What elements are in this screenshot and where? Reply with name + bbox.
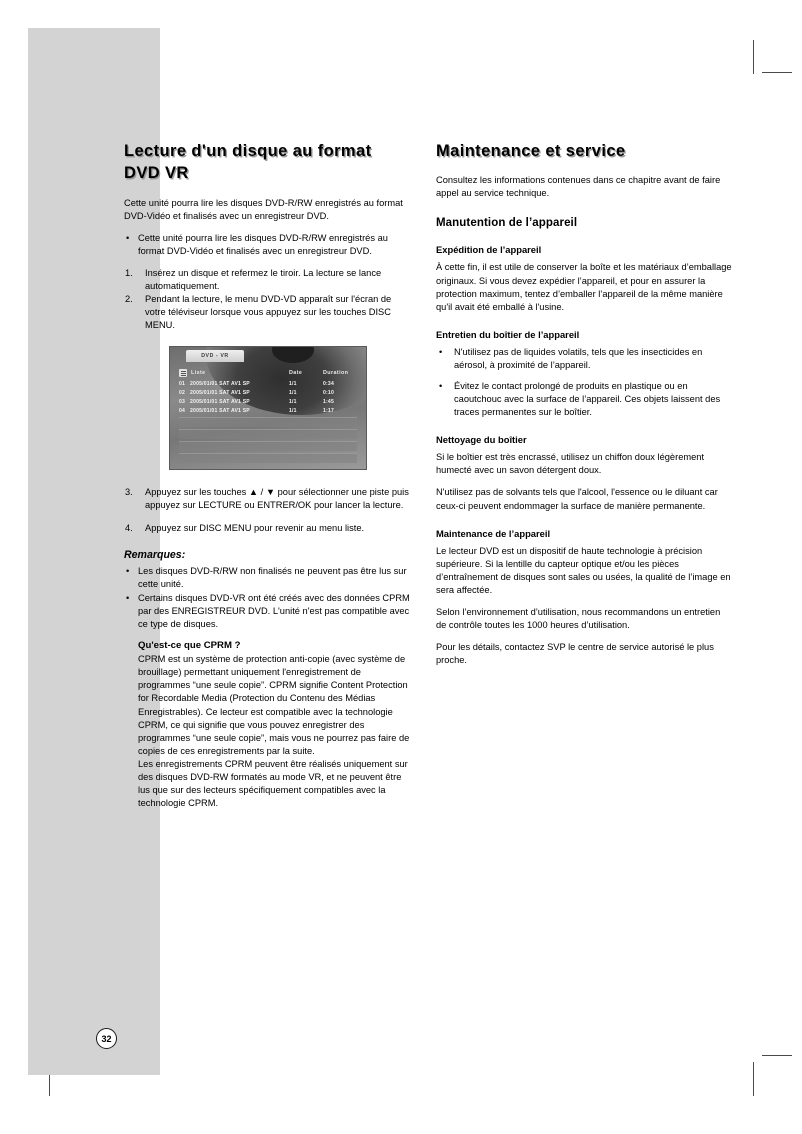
maintenance-section-title: Maintenance et service — [436, 142, 626, 160]
row-duration: 0:34 — [323, 380, 334, 387]
steps-list-after-image — [124, 486, 412, 534]
column-header-duration: Duration — [323, 370, 349, 377]
row-date: 1/1 — [289, 398, 297, 405]
list-item — [124, 293, 412, 332]
gray-bleed-band-top — [28, 28, 146, 128]
table-row-empty — [179, 441, 357, 451]
list-item: • Certains disques DVD-VR ont été créés avec des données CPRM par des ENREGISTREUR DVD. L'unité n'est pas compatible avec ce type de disques. — [124, 592, 412, 631]
list-item: • Les disques DVD-R/RW non finalisés ne peuvent pas être lus sur cette unité. — [124, 565, 412, 591]
table-row-empty — [179, 429, 357, 439]
table-row — [179, 397, 357, 406]
maintenance-heading: Maintenance de l’appareil — [436, 527, 551, 539]
table-row-empty — [179, 453, 357, 463]
row-number: 04 — [179, 407, 186, 414]
row-duration: 0:10 — [323, 389, 334, 396]
crop-mark-bottom-right-horizontal — [762, 1055, 792, 1056]
list-item: • Cette unité pourra lire les disques DVD-R/RW enregistrés au format DVD-Vidéo et finalisés avec un enregistreur DVD. — [124, 232, 412, 258]
crop-mark-top-right-horizontal — [762, 72, 792, 73]
table-row — [179, 388, 357, 397]
maintenance-text-1: Le lecteur DVD est un dispositif de haute technologie à précision supérieure. Si la lentille du capteur optique et/ou les pièces d’entraînement de disques sont sales ou usées, la qualité de l’image en sera affectée. — [436, 545, 731, 595]
list-item: • Évitez le contact prolongé de produits en plastique ou en caoutchouc avec la surface de l’appareil. Ces objets laissent des traces permanentes sur le boîtier. — [436, 380, 732, 419]
cabinet-care-bullet-list — [436, 346, 732, 419]
osd-tab-label: DVD - VR — [186, 350, 244, 362]
right-column — [436, 140, 732, 676]
list-item — [124, 267, 412, 293]
cleaning-heading: Nettoyage du boîtier — [436, 434, 527, 446]
shipping-text: À cette fin, il est utile de conserver la boîte et les matériaux d’emballage originaux. Si vous devez expédier l’appareil, et pour en assurer la protection maximum, tentez d’emballer l’appareil de la même manière qu'il avait été emballé à l'usine. — [436, 262, 732, 312]
row-number: 03 — [179, 398, 186, 405]
list-item: • N'utilisez pas de liquides volatils, tels que les insecticides en aérosol, à proximité de l’appareil. — [436, 346, 732, 372]
dvd-vr-menu-screenshot — [169, 346, 367, 470]
left-column — [124, 140, 412, 810]
row-number: 02 — [179, 389, 186, 396]
row-date: 1/1 — [289, 407, 297, 414]
row-title: 2005/01/01 SAT AV1 SP — [190, 398, 250, 405]
crop-mark-top-right-vertical — [753, 40, 754, 74]
row-duration: 1:17 — [323, 407, 334, 414]
page-title: Lecture d'un disque au format DVD VR — [124, 142, 372, 183]
step-text: Appuyez sur DISC MENU pour revenir au menu liste. — [145, 522, 365, 533]
handling-heading: Manutention de l’appareil — [436, 217, 578, 230]
table-row-empty — [179, 417, 357, 427]
step-text: Appuyez sur les touches ▲ / ▼ pour sélectionner une piste puis appuyez sur LECTURE ou ENTRER/OK pour lancer la lecture. — [145, 487, 409, 511]
notes-title: Remarques: — [124, 548, 186, 561]
row-duration: 1:45 — [323, 398, 334, 405]
cprm-paragraph-1: CPRM est un système de protection anti-copie (avec système de brouillage) permettant uniquement l'enregistrement de programmes “une seule copie”. CPRM signifie Content Protection for Recordable Media (Protection du Contenu des Médias Enregistrables). Ce lecteur est compatible avec la technologie CPRM, ce qui signifie que vous pouvez enregistrer des programmes “une seule copie”, mais vous ne pourrez pas faire de copies de ces enregistrements par la suite. — [138, 654, 410, 756]
row-title: 2005/01/01 SAT AV1 SP — [190, 380, 250, 387]
list-item — [124, 486, 412, 512]
osd-list-panel — [179, 369, 357, 453]
osd-screenshot-figure — [124, 346, 412, 470]
table-row — [179, 379, 357, 388]
page-number: 32 — [96, 1028, 117, 1049]
cprm-heading: Qu'est-ce que CPRM ? — [138, 640, 241, 652]
column-header-list: Liste — [191, 370, 206, 377]
step-text: Pendant la lecture, le menu DVD-VD apparaît sur l'écran de votre téléviseur lorsque vous appuyez sur les touches DISC MENU. — [145, 294, 392, 331]
cleaning-text-1: Si le boîtier est très encrassé, utilisez un chiffon doux légèrement humecté avec un savon détergent doux. — [436, 452, 705, 476]
row-title: 2005/01/01 SAT AV1 SP — [190, 407, 250, 414]
row-number: 01 — [179, 380, 186, 387]
row-title: 2005/01/01 SAT AV1 SP — [190, 389, 250, 396]
cleaning-text-2: N'utilisez pas de solvants tels que l'alcool, l'essence ou le diluant car ceux-ci peuvent endommager la surface de manière permanente. — [436, 487, 718, 511]
step-number: 3. — [125, 487, 133, 498]
step-number: 1. — [125, 267, 133, 278]
step-text: Insérez un disque et refermez le tiroir. La lecture se lance automatiquement. — [145, 267, 382, 291]
step-number: 2. — [125, 294, 133, 305]
maintenance-text-3: Pour les détails, contactez SVP le centre de service autorisé le plus proche. — [436, 642, 714, 666]
crop-mark-bottom-right-vertical — [753, 1062, 754, 1096]
intro-bullet-list — [124, 232, 412, 258]
osd-table-header — [179, 369, 357, 379]
table-row — [179, 406, 357, 415]
notes-bullet-list — [124, 565, 412, 631]
maintenance-intro: Consultez les informations contenues dans ce chapitre avant de faire appel au service technique. — [436, 175, 721, 199]
row-date: 1/1 — [289, 380, 297, 387]
step-number: 4. — [125, 522, 133, 533]
intro-paragraph: Cette unité pourra lire les disques DVD-R/RW enregistrés au format DVD-Vidéo et finalisés avec un enregistreur DVD. — [124, 197, 403, 221]
row-date: 1/1 — [289, 389, 297, 396]
maintenance-text-2: Selon l’environnement d’utilisation, nous recommandons un entretien de contrôle toutes les 1000 heures d’utilisation. — [436, 607, 721, 631]
column-header-date: Date — [289, 370, 303, 377]
steps-list-before-image — [124, 267, 412, 332]
list-item — [124, 522, 412, 535]
cprm-block — [138, 640, 412, 810]
shipping-heading: Expédition de l’appareil — [436, 244, 542, 256]
list-icon — [179, 369, 187, 377]
cabinet-care-heading: Entretien du boîtier de l’appareil — [436, 328, 580, 340]
cprm-paragraph-2: Les enregistrements CPRM peuvent être réalisés uniquement sur des disques DVD-RW formatés au mode VR, et ne peuvent être lus que sur des lecteurs spécifiquement compatibles avec la technologie CPRM. — [138, 758, 408, 809]
